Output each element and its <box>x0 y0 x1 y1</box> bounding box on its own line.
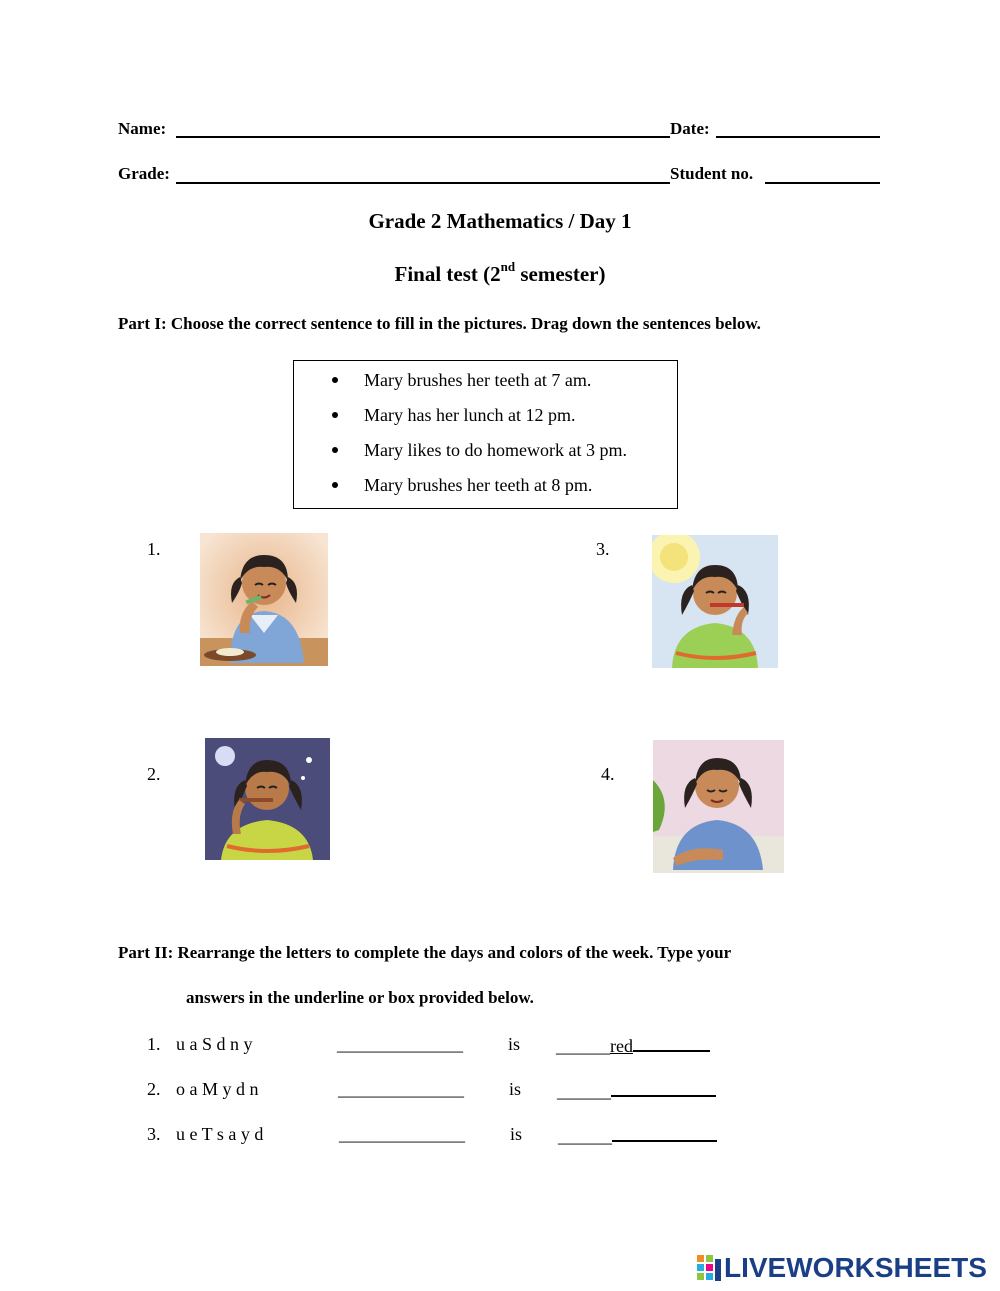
day-answer-blank[interactable]: ______________ <box>338 1079 464 1099</box>
bullet-icon <box>332 377 338 383</box>
scrambled-word: u e T s a y d <box>176 1124 264 1144</box>
liveworksheets-logo-text[interactable]: LIVEWORKSHEETS <box>724 1252 987 1283</box>
subtitle-prefix: Final test (2 <box>394 262 501 286</box>
color-answer-blank[interactable]: ______ <box>558 1124 717 1147</box>
color-answer-blank[interactable]: ______red <box>556 1034 710 1057</box>
subtitle-sup: nd <box>500 259 516 274</box>
part2-instruction-line2: answers in the underline or box provided below. <box>186 988 534 1007</box>
date-label: Date: <box>670 119 710 138</box>
name-label: Name: <box>118 119 167 138</box>
title-line1: Grade 2 Mathematics / Day 1 <box>368 209 632 233</box>
date-line[interactable] <box>716 136 880 138</box>
is-word: is <box>509 1079 522 1099</box>
grade-label: Grade: <box>118 164 170 183</box>
name-line[interactable] <box>176 136 670 138</box>
is-word: is <box>510 1124 523 1144</box>
picture-number-1: 1. <box>147 539 161 559</box>
bullet-icon <box>332 447 338 453</box>
subtitle-suffix: semester) <box>515 262 606 286</box>
girl-doing-homework-picture <box>653 740 784 873</box>
grade-line[interactable] <box>176 182 670 184</box>
picture-number-4: 4. <box>601 764 615 784</box>
page-subtitle <box>0 261 1000 287</box>
row-number: 1. <box>147 1034 161 1054</box>
picture-number-2: 2. <box>147 764 161 784</box>
day-answer-blank[interactable]: ______________ <box>339 1124 465 1144</box>
row-number: 2. <box>147 1079 161 1099</box>
student-no-line[interactable] <box>765 182 880 184</box>
page-title <box>0 209 1000 234</box>
color-answer-blank[interactable]: ______ <box>557 1079 716 1102</box>
bullet-icon <box>332 412 338 418</box>
part2-instruction-line1: Part II: Rearrange the letters to complete the days and colors of the week. Type your <box>118 943 732 962</box>
bullet-icon <box>332 482 338 488</box>
part1-instruction: Part I: Choose the correct sentence to fill in the pictures. Drag down the sentences below. <box>118 314 761 333</box>
picture-number-3: 3. <box>596 539 610 559</box>
girl-brushing-teeth-night-picture <box>205 738 330 860</box>
scrambled-word: u a S d n y <box>176 1034 253 1054</box>
is-word: is <box>508 1034 521 1054</box>
liveworksheets-logo-icon <box>697 1255 723 1283</box>
girl-brushing-teeth-morning-picture <box>652 535 778 668</box>
scrambled-word: o a M y d n <box>176 1079 259 1099</box>
student-no-label: Student no. <box>670 164 754 183</box>
sentence-box: Mary brushes her teeth at 7 am. Mary has her lunch at 12 pm. Mary likes to do homework at 3 pm. Mary brushes her teeth at 8 pm. <box>293 360 678 509</box>
girl-eating-lunch-picture <box>200 533 328 666</box>
day-answer-blank[interactable]: ______________ <box>337 1034 463 1054</box>
row-number: 3. <box>147 1124 161 1144</box>
